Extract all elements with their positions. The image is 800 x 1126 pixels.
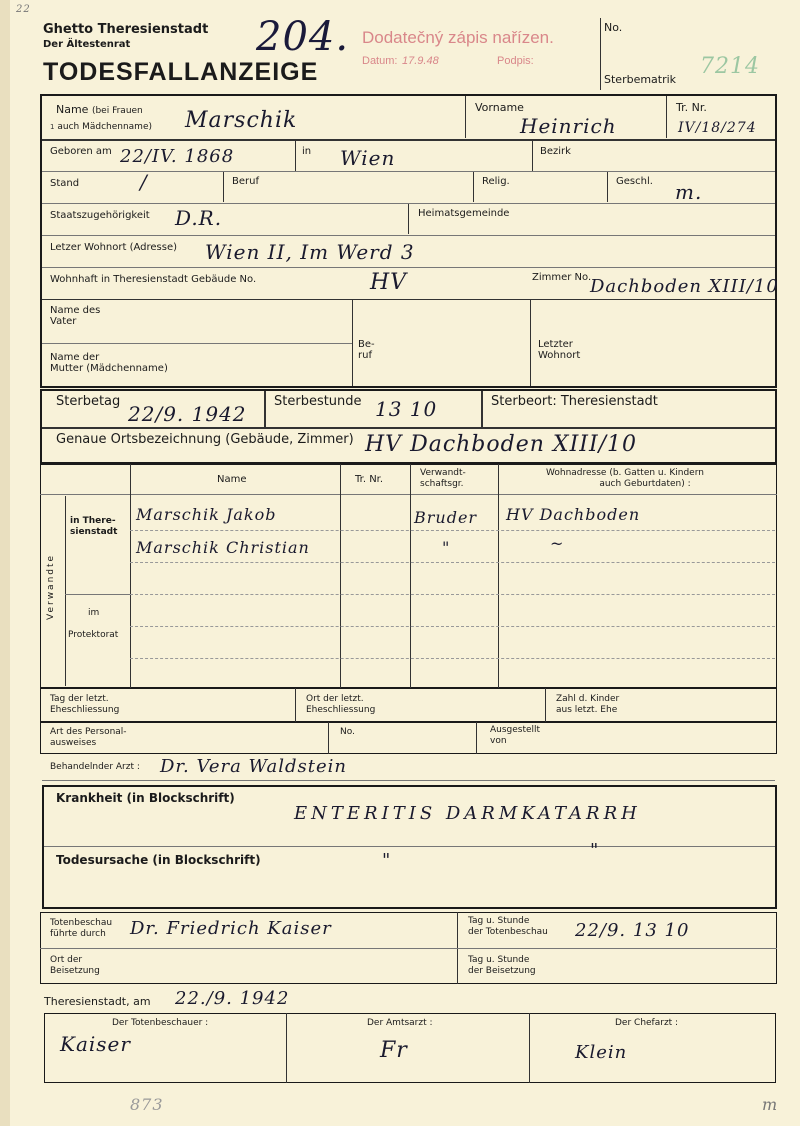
sig-totenbeschauer: Kaiser [60, 1032, 131, 1056]
staat-value: D.R. [175, 206, 223, 230]
trnr-label: Tr. Nr. [676, 101, 707, 114]
footer-note: 873 [130, 1095, 164, 1114]
heimat-label: Heimatsgemeinde [418, 208, 510, 219]
stand-value: / [140, 170, 148, 194]
krankheit-label: Krankheit (in Blockschrift) [56, 791, 235, 805]
totenbeschau-tag-value: 22/9. 13 10 [575, 920, 690, 941]
ortsbezeichnung-label: Genaue Ortsbezeichnung (Gebäude, Zimmer) [56, 432, 354, 447]
todesursache-value-2: " [590, 840, 600, 861]
geschl-label: Geschl. [616, 176, 653, 187]
sterbetag-label: Sterbetag [56, 394, 121, 409]
surname-value: Marschik [185, 108, 298, 133]
record-number: 204. [256, 14, 350, 60]
totenbeschau-tag-label: Tag u. Stunde der Totenbeschau [468, 916, 548, 937]
stamp-date: 17.9.48 [402, 55, 439, 67]
sig-amtsarzt: Fr [380, 1038, 408, 1063]
parent-beruf-label: Be- ruf [358, 339, 375, 361]
col-name-header: Name [217, 474, 247, 485]
in-theresienstadt-label: in There- sienstadt [70, 516, 118, 537]
beisetzung-ort-label: Ort der Beisetzung [50, 955, 100, 976]
geboren-value: 22/IV. 1868 [120, 146, 235, 167]
relative-verw-2: " [442, 538, 451, 557]
vater-label: Name des Vater [50, 305, 101, 327]
geschl-value: m. [675, 180, 703, 204]
org-council: Der Ältestenrat [43, 39, 131, 50]
col-trnr-header: Tr. Nr. [355, 474, 384, 485]
beisetzung-tag-label: Tag u. Stunde der Beisetzung [468, 955, 536, 976]
sig-chefarzt-label: Der Chefarzt : [615, 1018, 679, 1028]
ortsbezeichnung-value: HV Dachboden XIII/10 [365, 432, 638, 457]
sterbematrik-label: Sterbematrik [604, 73, 677, 86]
im-label: im [88, 608, 100, 618]
relative-name-1: Marschik Jakob [136, 505, 277, 524]
zimmer-value: Dachboden XIII/10 [590, 276, 779, 297]
staat-label: Staatszugehörigkeit [50, 210, 150, 221]
totenbeschau-label: Totenbeschau führte durch [50, 918, 113, 939]
sig-amtsarzt-label: Der Amtsarzt : [367, 1018, 433, 1028]
stamp-datum-label: Datum: [362, 55, 398, 67]
arzt-value: Dr. Vera Waldstein [160, 756, 347, 777]
bezirk-label: Bezirk [540, 146, 571, 157]
verwandte-side-label: Verwandte [46, 553, 56, 620]
trnr-value: IV/18/274 [678, 120, 757, 136]
gebaeude-value: HV [370, 270, 408, 295]
relative-wohn-2: ~ [550, 534, 565, 553]
zimmer-label: Zimmer No. [532, 272, 592, 283]
in-value: Wien [340, 146, 396, 170]
in-label: in [302, 146, 312, 157]
form-title: TODESFALLANZEIGE [43, 58, 319, 86]
col-wohn-header: Wohnadresse (b. Gatten u. Kindern auch Geburtdaten) : [546, 468, 704, 489]
relig-label: Relig. [482, 176, 510, 187]
todesursache-value-1: " [382, 850, 392, 871]
ausweis-art-label: Art des Personal- ausweises [50, 727, 127, 748]
footer-mark: m [762, 1095, 779, 1114]
arzt-label: Behandelnder Arzt : [50, 762, 140, 772]
relative-name-2: Marschik Christian [136, 538, 310, 557]
gebaeude-label: Wohnhaft in Theresienstadt Gebäude No. [50, 274, 257, 285]
org-name: Ghetto Theresienstadt [43, 22, 209, 37]
sterbestunde-label: Sterbestunde [274, 394, 362, 409]
krankheit-value: ENTERITIS DARMKATARRH [294, 803, 641, 824]
protektorat-label: Protektorat [68, 630, 119, 640]
name-label: Name (bei Frauen [56, 103, 143, 116]
stamp-text: Dodatečný zápis nařízen. [362, 28, 554, 47]
ausweis-no-label: No. [340, 727, 355, 737]
sterbeort-label: Sterbeort: Theresienstadt [491, 394, 658, 409]
geboren-label: Geboren am [50, 146, 112, 157]
totenbeschau-value: Dr. Friedrich Kaiser [130, 918, 332, 939]
col-verw-header: Verwandt- schaftsgr. [420, 468, 466, 489]
mutter-label: Name der Mutter (Mädchenname) [50, 352, 168, 374]
vorname-label: Vorname [475, 101, 524, 114]
stand-label: Stand [50, 178, 80, 189]
letzter-wohnort-label: Letzter Wohnort [538, 339, 581, 361]
footer-date: 22./9. 1942 [175, 988, 290, 1009]
ehe-tag-label: Tag der letzt. Eheschliessung [50, 694, 120, 715]
sig-totenbeschauer-label: Der Totenbeschauer : [112, 1018, 209, 1028]
sig-chefarzt: Klein [575, 1042, 628, 1063]
ausgestellt-label: Ausgestellt von [490, 725, 541, 746]
name-sublabel: 1 auch Mädchenname) [50, 122, 152, 132]
kinder-label: Zahl d. Kinder aus letzt. Ehe [556, 694, 620, 715]
todesursache-label: Todesursache (in Blockschrift) [56, 853, 261, 867]
relative-wohn-1: HV Dachboden [506, 505, 641, 524]
relative-verw-1: Bruder [414, 508, 478, 527]
beruf-label: Beruf [232, 176, 259, 187]
stamp-podpis-label: Podpis: [497, 55, 534, 67]
vorname-value: Heinrich [520, 114, 617, 138]
ehe-ort-label: Ort der letzt. Eheschliessung [306, 694, 376, 715]
footer-place: Theresienstadt, am [44, 995, 151, 1008]
sterbetag-value: 22/9. 1942 [128, 402, 247, 426]
matrik-number: 7214 [700, 54, 760, 79]
wohnort-value: Wien II, Im Werd 3 [205, 240, 415, 264]
no-label: No. [604, 21, 623, 34]
wohnort-label: Letzer Wohnort (Adresse) [50, 242, 178, 253]
sterbestunde-value: 13 10 [375, 397, 438, 421]
corner-number: 22 [16, 4, 31, 15]
